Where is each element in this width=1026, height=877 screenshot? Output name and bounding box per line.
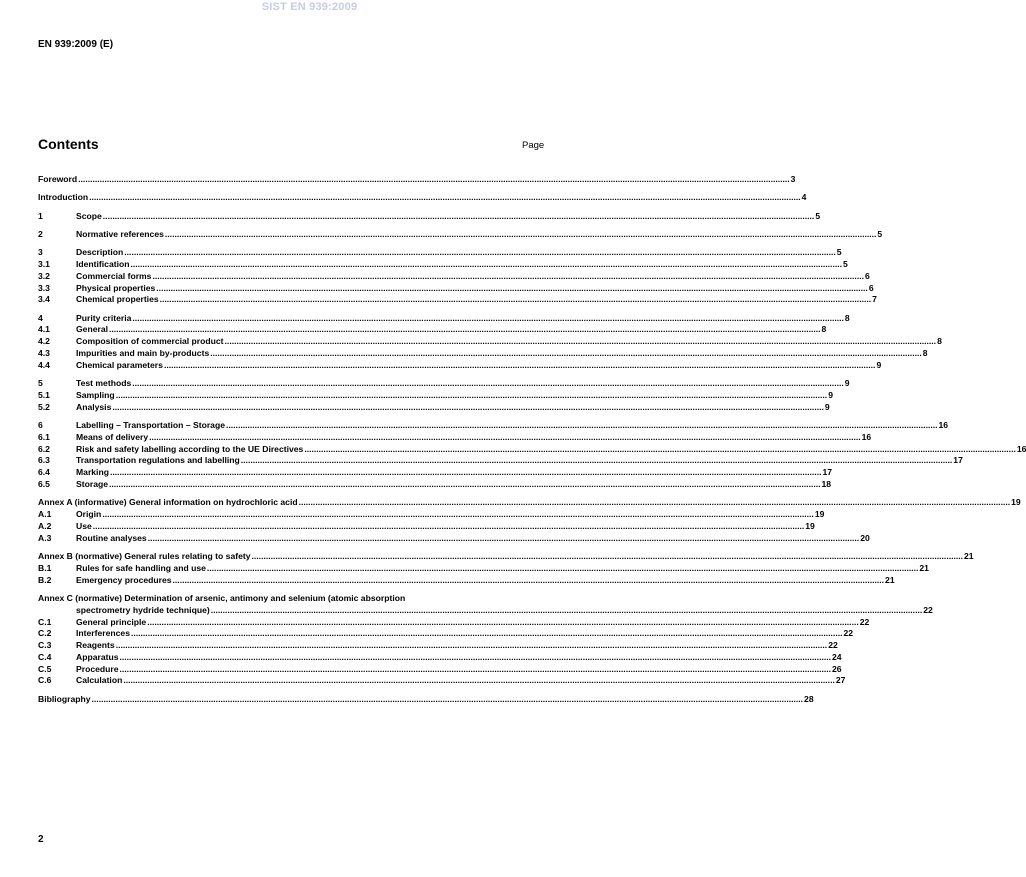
- toc-entry-page: 20: [860, 532, 870, 543]
- toc-entry[interactable]: [38, 562, 929, 575]
- toc-entry-number: A.1: [38, 509, 52, 520]
- toc-entry-page: 3: [790, 174, 796, 184]
- toc-dot-leader: [152, 271, 864, 283]
- toc-entry[interactable]: [38, 174, 796, 186]
- toc-entry-title: Annex C (normative) Determination of arsenic, antimony and selenium (atomic absorption: [38, 592, 406, 603]
- toc-entry[interactable]: [38, 431, 872, 444]
- toc-entry[interactable]: [38, 616, 870, 629]
- toc-entry-title: General principle: [76, 616, 147, 627]
- toc-entry-number: 4: [38, 312, 43, 323]
- toc-dot-leader: [132, 313, 844, 325]
- watermark: SIST EN 939:2009: [261, 1, 358, 13]
- toc-entry-title: General: [76, 324, 109, 335]
- toc-entry-title: Storage: [76, 479, 108, 490]
- document-id: EN 939:2009 (E): [38, 39, 114, 50]
- toc-entry-number: 4.1: [38, 324, 50, 335]
- toc-dot-leader: [225, 336, 937, 348]
- toc-entry-title: Identification: [76, 258, 130, 269]
- toc-entry-title: Transportation regulations and labelling: [76, 455, 240, 466]
- contents-heading: Contents: [38, 136, 99, 152]
- toc-entry-title: Physical properties: [76, 282, 156, 293]
- toc-dot-leader: [112, 402, 824, 414]
- toc-entry-title: Annex A (informative) General information on hydrochloric acid: [38, 497, 298, 508]
- toc-entry-title: Means of delivery: [76, 431, 149, 442]
- toc-entry-title: spectrometry hydride technique): [76, 604, 210, 615]
- toc-dot-leader: [304, 444, 1016, 456]
- toc-dot-leader: [165, 229, 877, 241]
- toc-dot-leader: [207, 563, 919, 575]
- toc-entry-title: Calculation: [76, 675, 123, 686]
- toc-entry-number: 5.1: [38, 389, 50, 400]
- toc-entry[interactable]: [38, 247, 842, 259]
- toc-entry-page: 18: [821, 479, 832, 490]
- page-column-label: Page: [522, 140, 545, 151]
- toc-entry-number: A.2: [38, 520, 52, 531]
- toc-dot-leader: [173, 575, 885, 587]
- toc-entry[interactable]: [38, 509, 825, 521]
- toc-entry[interactable]: [38, 532, 870, 545]
- toc-entry-page: 17: [953, 455, 963, 466]
- toc-entry-title: Test methods: [76, 378, 132, 389]
- toc-entry[interactable]: [38, 389, 833, 402]
- toc-entry[interactable]: [38, 455, 963, 467]
- toc-dot-leader: [160, 294, 872, 306]
- toc-dot-leader: [123, 675, 835, 687]
- toc-entry[interactable]: [38, 324, 827, 336]
- toc-entry[interactable]: [38, 693, 814, 706]
- toc-dot-leader: [299, 497, 1011, 509]
- toc-entry-page: 8: [922, 348, 928, 359]
- toc-dot-leader: [109, 324, 821, 336]
- toc-entry-title: Rules for safe handling and use: [76, 562, 206, 573]
- toc-entry[interactable]: [38, 312, 850, 325]
- toc-entry-title: Sampling: [76, 389, 115, 400]
- toc-dot-leader: [109, 479, 821, 491]
- toc-dot-leader: [211, 605, 923, 617]
- toc-dot-leader: [120, 652, 832, 664]
- toc-entry-title: Purity criteria: [76, 312, 132, 323]
- toc-entry-title: Routine analyses: [76, 532, 147, 543]
- toc-dot-leader: [226, 420, 938, 432]
- toc-entry-title: Emergency procedures: [76, 574, 172, 585]
- toc-entry[interactable]: [38, 479, 832, 491]
- toc-dot-leader: [148, 533, 860, 545]
- toc-entry-number: 6: [38, 420, 43, 431]
- toc-dot-leader: [103, 211, 815, 223]
- toc-entry[interactable]: [38, 336, 942, 348]
- toc-entry[interactable]: [38, 663, 842, 676]
- toc-entry-title: Chemical parameters: [76, 359, 163, 370]
- toc-entry-number: 6.3: [38, 455, 50, 466]
- toc-entry[interactable]: [38, 640, 838, 652]
- toc-entry-number: 1: [38, 210, 43, 221]
- toc-entry-title: Reagents: [76, 640, 115, 651]
- toc-entry-number: C.2: [38, 628, 52, 639]
- toc-entry[interactable]: [38, 359, 882, 372]
- toc-entry-number: 2: [38, 228, 43, 239]
- toc-entry[interactable]: [38, 282, 874, 295]
- toc-entry-page: 28: [804, 693, 814, 704]
- toc-dot-leader: [89, 192, 801, 204]
- toc-entry-title: Origin: [76, 509, 102, 520]
- toc-entry-number: C.1: [38, 616, 52, 627]
- toc-dot-leader: [93, 521, 805, 533]
- toc-entry-page: 5: [836, 247, 842, 258]
- toc-entry-title: Labelling – Transportation – Storage: [76, 420, 225, 431]
- toc-entry-page: 22: [843, 628, 854, 639]
- toc-entry-title: Description: [76, 247, 124, 258]
- toc-entry-page: 24: [832, 651, 842, 662]
- toc-entry[interactable]: [38, 420, 949, 432]
- toc-entry-number: 4.2: [38, 336, 50, 347]
- toc-entry-page: 9: [824, 401, 830, 412]
- toc-entry-page: 21: [919, 562, 929, 573]
- toc-entry-title: Introduction: [38, 192, 89, 203]
- toc-entry-title: Interferences: [76, 628, 130, 639]
- toc-entry[interactable]: [38, 294, 877, 306]
- toc-dot-leader: [164, 360, 876, 372]
- toc-entry-number: 3.2: [38, 270, 50, 281]
- toc-entry-page: 16: [1016, 443, 1026, 454]
- toc-entry-number: B.2: [38, 574, 52, 585]
- toc-entry[interactable]: [38, 593, 545, 605]
- toc-entry-page: 27: [835, 675, 846, 686]
- toc-entry-page: 9: [844, 378, 850, 389]
- toc-entry-page: 6: [864, 270, 870, 281]
- toc-entry-page: 9: [828, 389, 833, 400]
- toc-dot-leader: [124, 247, 836, 259]
- toc-entry-page: 5: [815, 210, 821, 221]
- toc-entry-number: 6.1: [38, 431, 50, 442]
- toc-entry-page: 8: [937, 336, 942, 347]
- toc-entry-page: 22: [923, 604, 933, 615]
- toc-entry[interactable]: [38, 228, 883, 241]
- toc-entry-title: Apparatus: [76, 651, 119, 662]
- toc-dot-leader: [130, 259, 842, 271]
- toc-entry-page: 22: [859, 616, 870, 627]
- toc-entry-page: 22: [828, 640, 838, 651]
- toc-entry-page: 8: [844, 312, 850, 323]
- toc-entry-page: 9: [876, 359, 882, 370]
- toc-entry-title: Foreword: [38, 174, 78, 184]
- toc-entry-number: C.3: [38, 640, 52, 651]
- toc-entry-page: 7: [872, 294, 877, 305]
- toc-entry-number: C.5: [38, 663, 52, 674]
- toc-entry-page: 21: [885, 574, 895, 585]
- toc-entry-title: Use: [76, 520, 92, 531]
- toc-entry[interactable]: [38, 520, 815, 533]
- toc-dot-leader: [78, 174, 790, 186]
- toc-entry[interactable]: [38, 467, 833, 479]
- toc-entry[interactable]: [38, 401, 830, 414]
- toc-entry-page: 5: [843, 258, 848, 269]
- toc-entry-number: 3: [38, 247, 43, 258]
- toc-entry-number: A.3: [38, 532, 52, 543]
- toc-entry-number: 4.3: [38, 348, 50, 359]
- toc-entry[interactable]: [38, 574, 895, 587]
- toc-dot-leader: [241, 455, 953, 467]
- toc-entry-page: 16: [861, 431, 872, 442]
- toc-entry-number: 6.5: [38, 479, 50, 490]
- toc-entry[interactable]: [38, 675, 846, 687]
- toc-entry[interactable]: [38, 651, 842, 664]
- toc-entry-title: Risk and safety labelling according to the UE Directives: [76, 443, 304, 454]
- toc-dot-leader: [102, 509, 814, 521]
- toc-entry[interactable]: [38, 378, 850, 390]
- toc-entry-page: 5: [877, 228, 883, 239]
- toc-entry[interactable]: [38, 443, 1026, 456]
- toc-entry-page: 8: [821, 324, 827, 335]
- toc-entry[interactable]: [38, 551, 974, 563]
- toc-entry-number: 4.4: [38, 359, 50, 370]
- toc-entry-number: C.4: [38, 651, 52, 662]
- toc-dot-leader: [147, 617, 859, 629]
- toc-entry[interactable]: [38, 348, 928, 360]
- toc-entry-number: 6.2: [38, 443, 50, 454]
- toc-dot-leader: [156, 283, 868, 295]
- toc-entry-title: Normative references: [76, 228, 164, 239]
- toc-dot-leader: [116, 640, 828, 652]
- toc-entry-number: 5: [38, 378, 43, 389]
- toc-entry-title: Annex B (normative) General rules relating to safety: [38, 551, 251, 562]
- toc-dot-leader: [92, 694, 804, 706]
- toc-entry-number: 5.2: [38, 401, 50, 412]
- toc-entry-page: 19: [1011, 497, 1021, 508]
- toc-entry-number: 3.1: [38, 258, 50, 269]
- toc-entry-page: 19: [805, 520, 815, 531]
- toc-entry[interactable]: [38, 210, 821, 223]
- toc-entry-page: 17: [822, 467, 833, 478]
- toc-entry-title: Composition of commercial product: [76, 336, 224, 347]
- toc-entry-page: 19: [814, 509, 825, 520]
- toc-entry-page: 4: [801, 192, 807, 203]
- toc-dot-leader: [252, 551, 964, 563]
- toc-dot-leader: [132, 378, 844, 390]
- toc-entry-page: 16: [938, 420, 949, 431]
- toc-dot-leader: [210, 348, 922, 360]
- toc-entry-title: Marking: [76, 467, 109, 478]
- toc-entry-title: Chemical properties: [76, 294, 159, 305]
- toc-entry[interactable]: [38, 258, 848, 271]
- toc-dot-leader: [110, 467, 822, 479]
- toc-entry-title: Scope: [76, 210, 102, 221]
- toc-entry[interactable]: [38, 604, 933, 617]
- toc-entry[interactable]: [38, 628, 854, 640]
- toc-dot-leader: [120, 664, 832, 676]
- toc-entry[interactable]: [38, 192, 807, 204]
- toc-entry-number: 3.4: [38, 294, 50, 305]
- toc-dot-leader: [149, 432, 861, 444]
- toc-entry-number: B.1: [38, 562, 52, 573]
- toc-entry-title: Bibliography: [38, 693, 91, 704]
- toc-entry[interactable]: [38, 497, 1021, 509]
- toc-entry-page: 6: [868, 282, 874, 293]
- toc-dot-leader: [131, 628, 843, 640]
- toc-dot-leader: [116, 390, 828, 402]
- toc-entry-title: Impurities and main by-products: [76, 348, 210, 359]
- toc-entry-number: C.6: [38, 675, 52, 686]
- table-of-contents: [38, 174, 1026, 706]
- toc-entry-title: Commercial forms: [76, 270, 152, 281]
- toc-entry[interactable]: [38, 270, 870, 283]
- toc-entry-number: 6.4: [38, 467, 50, 478]
- toc-entry-page: 26: [832, 663, 842, 674]
- toc-entry-page: 21: [964, 551, 974, 562]
- page-number: 2: [38, 834, 44, 845]
- toc-entry-title: Procedure: [76, 663, 119, 674]
- toc-entry-title: Analysis: [76, 401, 112, 412]
- toc-entry-number: 3.3: [38, 282, 50, 293]
